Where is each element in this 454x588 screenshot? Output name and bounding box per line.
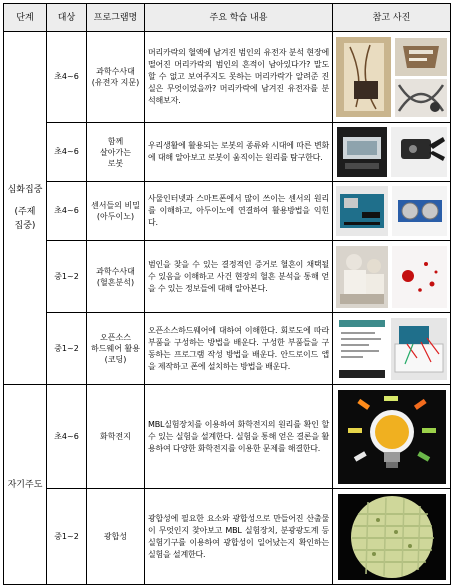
dna-helix-photo <box>395 79 447 117</box>
robot-gripper-photo <box>391 127 447 177</box>
content-cell: 우리생활에 활용되는 로봇의 종류와 시대에 따른 변화에 대해 알아보고 로봇이 움직이는 원리를 탐구한다. <box>145 123 333 182</box>
lightbulb-fruit-photo <box>338 390 446 484</box>
photo-cell <box>333 32 451 123</box>
header-photo: 참고 사진 <box>333 4 451 32</box>
program-cell: 함께 살아가는 로봇 <box>87 123 145 182</box>
target-cell: 중1~2 <box>47 489 87 585</box>
table-row <box>4 313 451 385</box>
header-row <box>4 4 451 32</box>
content-cell: 오픈소스하드웨어에 대하여 이해한다. 회로도에 따라 부품을 구성하는 방법을 배운다. 구성한 부품들을 구동하는 프로그램 작성 방법을 배운다. 안드로이드 앱을 제작하고 폰에 설치하는 방법을 배운다. <box>145 313 333 385</box>
target-cell: 중1~2 <box>47 313 87 385</box>
ultrasonic-sensor-photo <box>392 186 447 236</box>
program-cell: 화학전지 <box>87 385 145 489</box>
content-cell: 머리카락의 혈액에 남겨진 범인의 유전자 분석 현장에 떨어진 머리카락의 범인의 흔적이 남아있다가? 말도 할 수 없고 보여주지도 못하는 머리카락가 알려준 진실은 무엇이었을까? 머리카락에 남겨진 유전자를 분석해보자. <box>145 32 333 123</box>
header-program: 프로그램명 <box>87 4 145 32</box>
photo-cell <box>333 182 451 241</box>
target-cell: 중1~2 <box>47 241 87 313</box>
header-content: 주요 학습 내용 <box>145 4 333 32</box>
photo-cell <box>333 313 451 385</box>
photo-cell <box>333 385 451 489</box>
content-cell: 범인을 찾을 수 있는 결정적인 증거로 혈흔이 채택될 수 있음을 이해하고 사건 현장의 혈흔 분석을 통해 얻을 수 있는 정보들에 대해 알아본다. <box>145 241 333 313</box>
target-cell: 초4~6 <box>47 182 87 241</box>
leaf-microscope-photo <box>338 494 446 580</box>
arduino-board-photo <box>336 186 388 236</box>
target-cell: 초4~6 <box>47 32 87 123</box>
dna-hair-photo <box>336 37 391 117</box>
arduino-code-photo <box>337 318 387 380</box>
stage-cell-advanced: 심화집중 (주제 집중) <box>4 32 47 385</box>
breadboard-circuit-photo <box>391 318 447 380</box>
table-row <box>4 241 451 313</box>
table-row <box>4 123 451 182</box>
crime-scene-photo <box>395 38 447 76</box>
content-cell: MBL실험장치를 이용하여 화학전지의 원리를 확인 할 수 있는 실험을 설계한다. 실험을 통해 얻은 결론을 활용하여 다양한 화학전지를 이용한 문제를 해결한다. <box>145 385 333 489</box>
table-row <box>4 385 451 489</box>
photo-cell <box>333 123 451 182</box>
photo-cell <box>333 489 451 585</box>
blood-drops-photo <box>392 246 447 308</box>
content-cell: 사물인터넷과 스마트폰에서 많이 쓰이는 센서의 원리를 이해하고, 아두이노에 연결하여 활용방법을 익힌다. <box>145 182 333 241</box>
photo-cell <box>333 241 451 313</box>
program-cell: 과학수사대 (유전자 지문) <box>87 32 145 123</box>
program-cell: 오픈소스 하드웨어 활용 (코딩) <box>87 313 145 385</box>
blood-lab-photo <box>336 246 388 308</box>
program-table <box>3 3 451 585</box>
table-row <box>4 182 451 241</box>
robot-demo-photo <box>337 127 387 177</box>
program-cell: 광합성 <box>87 489 145 585</box>
target-cell: 초4~6 <box>47 123 87 182</box>
stage-cell-self-directed: 자기주도 <box>4 385 47 585</box>
header-target: 대상 <box>47 4 87 32</box>
target-cell: 초4~6 <box>47 385 87 489</box>
program-cell: 과학수사대 (혈흔분석) <box>87 241 145 313</box>
table-row <box>4 32 451 123</box>
program-cell: 센서들의 비밀 (아두이노) <box>87 182 145 241</box>
table-row <box>4 489 451 585</box>
header-stage: 단계 <box>4 4 47 32</box>
content-cell: 광합성에 필요한 요소와 광합성으로 만들어진 산출물이 무엇인지 찾아보고 MBL 실험장치, 분광광도계 등 실험기구를 이용하여 광합성이 일어났는지 확인하는 실험을 설계한다. <box>145 489 333 585</box>
